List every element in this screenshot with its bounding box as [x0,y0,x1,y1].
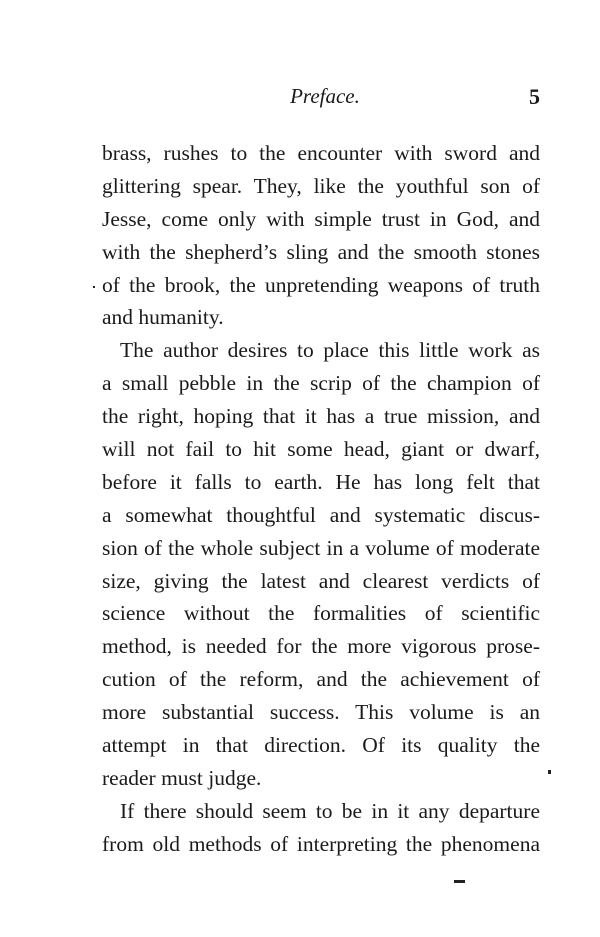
text-line: Jesse, come only with simple trust in God, and [102,206,540,231]
text-line: the right, hoping that it has a true mission, and [102,404,540,429]
scan-speck [454,880,465,883]
text-line: The author desires to place this little work as [120,338,540,363]
text-line: reader must judge. [102,765,262,790]
text-line: brass, rushes to the encounter with sword and [102,141,540,165]
text-line: science without the formalities of scientific [102,601,540,626]
text-line: a somewhat thoughtful and systematic discus- [102,502,540,527]
scan-speck [548,770,551,774]
text-line: with the shepherd’s sling and the smooth stones [102,239,540,264]
text-line: of the brook, the unpretending weapons of truth [102,272,540,297]
text-line: and humanity. [102,305,224,330]
body-text [102,137,540,861]
text-line: sion of the whole subject in a volume of moderate [102,535,540,560]
text-line: attempt in that direction. Of its quality the [102,733,540,758]
scan-speck [93,286,95,288]
text-line: from old methods of interpreting the phenomena [102,831,540,856]
text-line: a small pebble in the scrip of the champion of [102,371,540,396]
text-line: If there should seem to be in it any departure [120,798,540,823]
running-head [0,84,600,114]
text-line: method, is needed for the more vigorous prose- [102,634,540,659]
text-line: cution of the reform, and the achievement of [102,667,540,692]
text-line: more substantial success. This volume is an [102,700,540,725]
text-line: glittering spear. They, like the youthful son of [102,173,540,198]
running-title: Preface. [290,84,360,108]
text-line: will not fail to hit some head, giant or dwarf, [102,437,540,462]
text-line: size, giving the latest and clearest verdicts of [102,568,540,593]
text-line: before it falls to earth. He has long felt that [102,469,540,494]
page-number: 5 [529,84,540,109]
